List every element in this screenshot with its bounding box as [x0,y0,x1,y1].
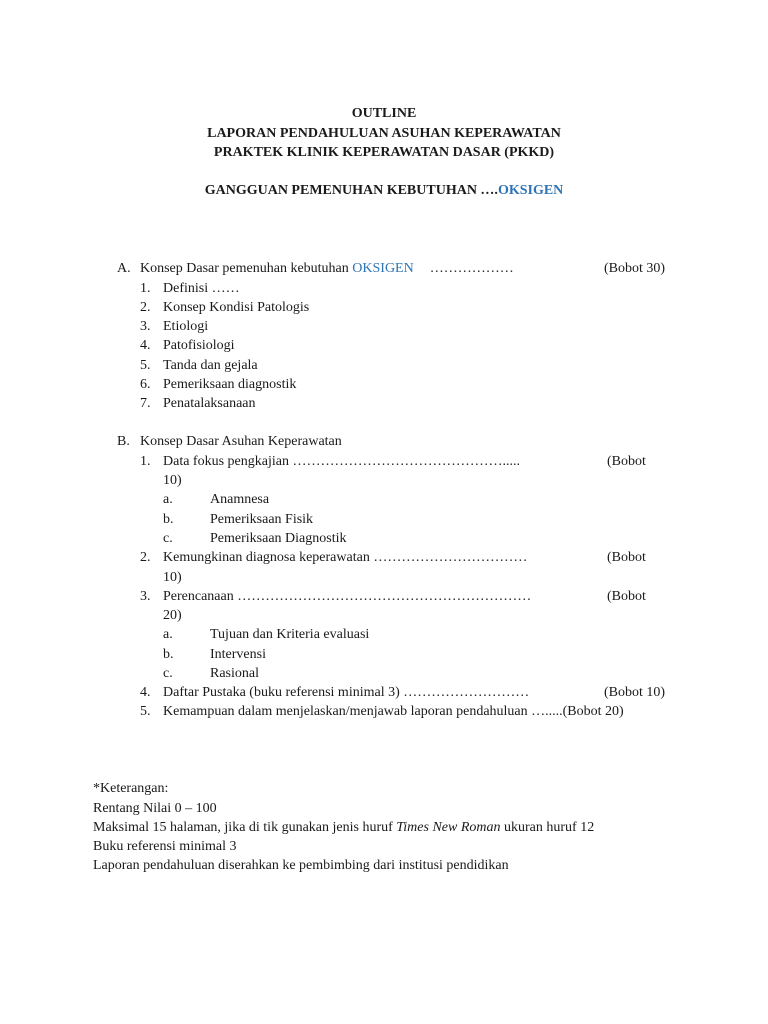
list-item [140,336,440,355]
notes-line: Buku referensi minimal 3 [93,839,237,854]
list-item [140,375,440,394]
item-number: 3. [140,319,151,334]
item-weight: (Bobot 10) [604,685,666,700]
list-item [140,298,440,317]
item-text: Konsep Kondisi Patologis [163,300,310,315]
item-number: 3. [140,589,151,604]
topic-prefix: GANGGUAN PEMENUHAN KEBUTUHAN …. [204,183,498,198]
sub-item-letter: c. [163,666,173,681]
section-a-heading [117,259,677,278]
item-number: 1. [140,454,151,469]
sub-item-text: Intervensi [210,647,266,662]
section-a-weight: (Bobot 30) [604,261,666,276]
item-number: 6. [140,377,151,392]
topic-accent: OKSIGEN [497,183,564,198]
item-number: 4. [140,685,151,700]
item-text: Data fokus pengkajian ………………………………………..... [163,454,520,469]
notes-title: *Keterangan: [93,781,169,796]
item-text: Kemampuan dalam menjelaskan/menjawab laporan pendahuluan ….....(Bobot 20) [163,704,624,719]
list-item [140,452,660,471]
sub-list-item [163,645,463,664]
list-item [140,548,660,567]
sub-item-letter: a. [163,627,173,642]
section-b-heading [117,432,517,451]
list-item [140,317,440,336]
program-title: PRAKTEK KLINIK KEPERAWATAN DASAR (PKKD) [213,145,555,160]
item-text: Pemeriksaan diagnostik [163,377,297,392]
list-item [140,702,680,721]
item-text: Etiologi [163,319,209,334]
item-number: 1. [140,281,151,296]
list-item [140,356,440,375]
section-b-marker: B. [117,434,130,449]
item-weight: (Bobot [607,550,646,565]
item-number: 5. [140,704,151,719]
notes-text: Maksimal 15 halaman, jika di tik gunakan jenis huruf [93,820,397,835]
notes-line [93,818,594,837]
item-text: Kemungkinan diagnosa keperawatan …………………………… [163,550,528,565]
sub-item-text: Pemeriksaan Diagnostik [210,531,347,546]
item-weight-continued: 10) [163,570,182,585]
sub-item-text: Rasional [210,666,259,681]
sub-item-letter: b. [163,647,174,662]
item-text: Definisi …… [163,281,240,296]
sub-item-text: Pemeriksaan Fisik [210,512,314,527]
font-name: Times New Roman [396,820,501,835]
item-weight-continued: 10) [163,473,182,488]
sub-item-text: Tujuan dan Kriteria evaluasi [210,627,370,642]
item-text: Tanda dan gejala [163,358,258,373]
item-text: Perencanaan ……………………………………………………… [163,589,532,604]
list-item [140,394,440,413]
item-number: 4. [140,338,151,353]
topic-title [0,181,768,200]
sub-list-item [163,510,463,529]
sub-list-item [163,625,463,644]
outline-title: OUTLINE [351,106,417,121]
sub-item-letter: c. [163,531,173,546]
item-number: 2. [140,550,151,565]
notes-line: Laporan pendahuluan diserahkan ke pembimbing dari institusi pendidikan [93,858,509,873]
section-a-label: Konsep Dasar pemenuhan kebutuhan [140,261,353,276]
sub-list-item [163,664,463,683]
item-weight: (Bobot [607,589,646,604]
item-text: Patofisiologi [163,338,235,353]
item-weight: (Bobot [607,454,646,469]
list-item [140,587,660,606]
item-number: 7. [140,396,151,411]
sub-item-letter: a. [163,492,173,507]
item-text: Penatalaksanaan [163,396,256,411]
sub-list-item [163,529,463,548]
list-item [140,683,680,702]
list-item [140,279,440,298]
sub-item-text: Anamnesa [210,492,270,507]
section-b-text: Konsep Dasar Asuhan Keperawatan [140,434,342,449]
sub-item-letter: b. [163,512,174,527]
notes-line: Rentang Nilai 0 – 100 [93,801,217,816]
item-weight-continued: 20) [163,608,182,623]
sub-list-item [163,490,463,509]
item-number: 2. [140,300,151,315]
notes-text: ukuran huruf 12 [500,820,595,835]
item-text: Daftar Pustaka (buku referensi minimal 3) ……………………… [163,685,530,700]
report-title: LAPORAN PENDAHULUAN ASUHAN KEPERAWATAN [207,126,561,141]
section-a-marker: A. [117,261,131,276]
section-a-accent: OKSIGEN [352,261,414,276]
item-number: 5. [140,358,151,373]
section-a-text [140,259,514,278]
section-a-dots: ……………… [429,261,514,276]
